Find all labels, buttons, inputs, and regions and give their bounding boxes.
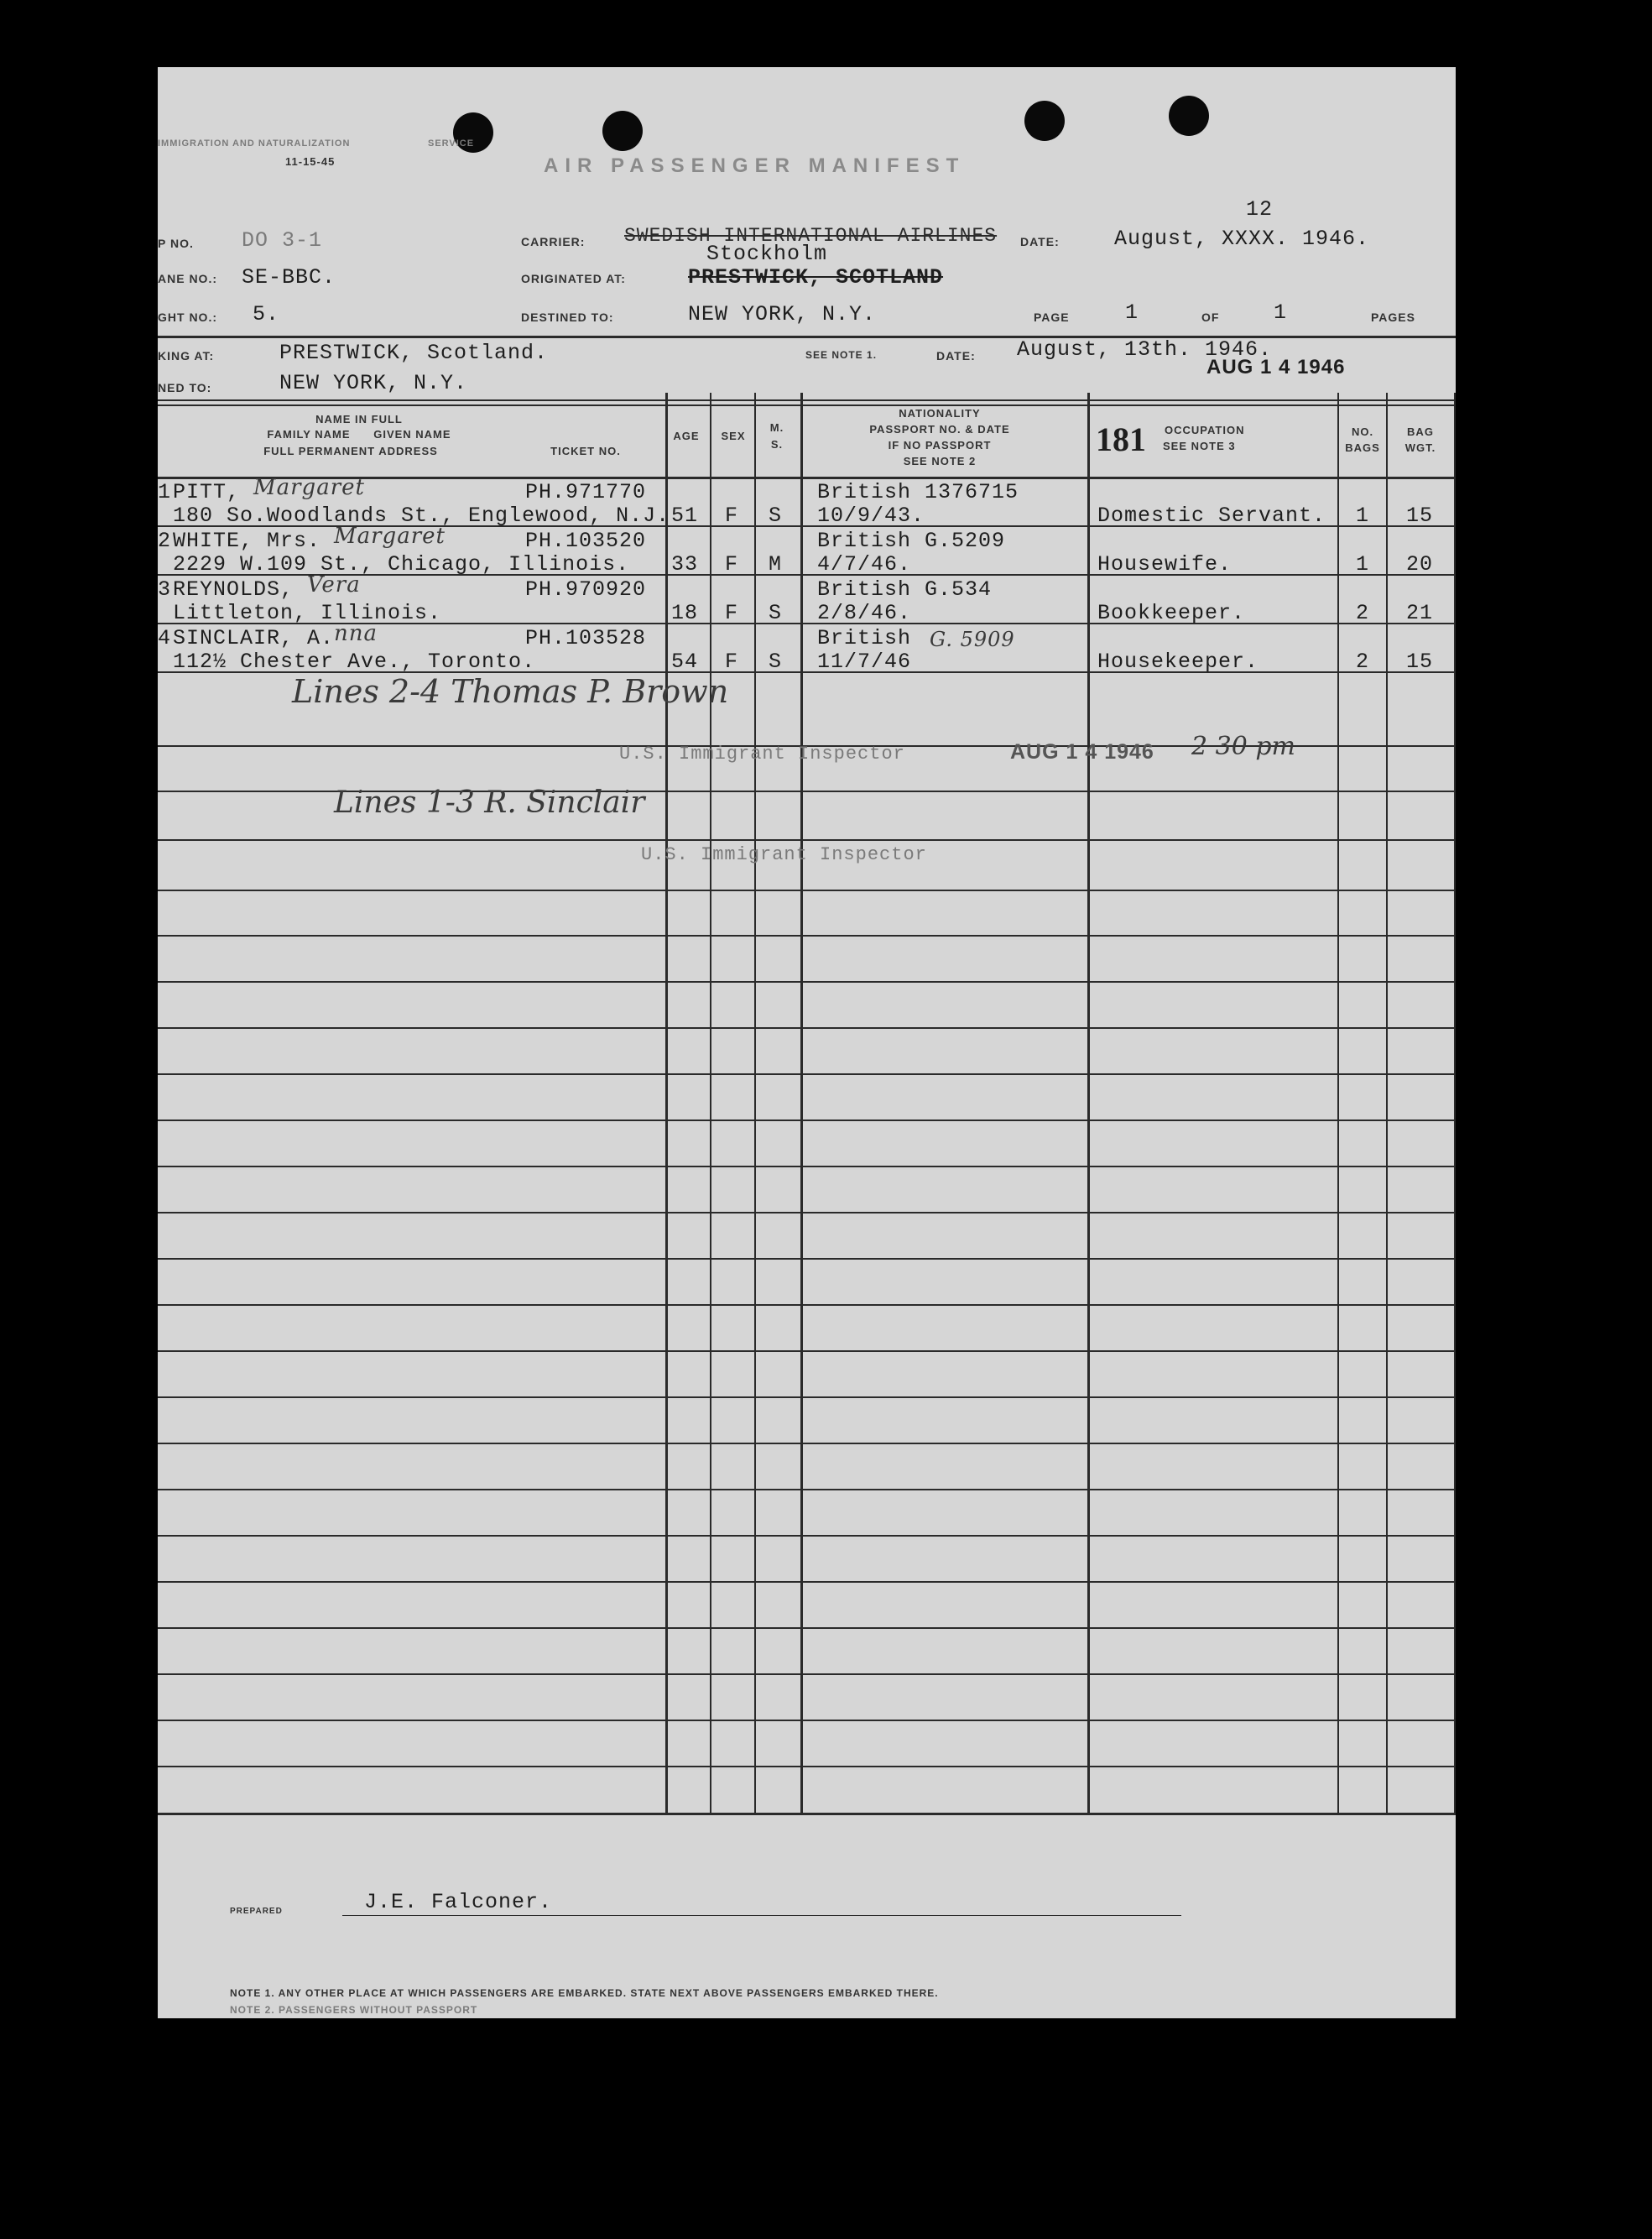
- originated-correction: Stockholm: [706, 242, 828, 266]
- form-agency-service: SERVICE: [428, 138, 475, 149]
- col-name-line2: FAMILY NAME GIVEN NAME: [267, 428, 451, 441]
- passenger-occupation: Domestic Servant.: [1097, 504, 1326, 528]
- value-of: 1: [1274, 300, 1288, 325]
- passenger-address: Littleton, Illinois.: [173, 601, 442, 625]
- passenger-name: WHITE, Mrs.: [173, 529, 321, 553]
- inspector-label-2: U.S. Immigrant Inspector: [641, 844, 927, 865]
- bag-weight: 15: [1406, 504, 1434, 528]
- label-embarking: KING AT:: [158, 349, 215, 363]
- ticket-number: PH.970920: [525, 577, 647, 602]
- given-name-handwritten: Margaret: [334, 524, 446, 549]
- passenger-marital-status: S: [769, 504, 783, 528]
- passenger-marital-status: S: [769, 601, 783, 625]
- passenger-number: 3: [158, 577, 172, 602]
- passenger-sex: F: [725, 650, 739, 674]
- passport-date: 4/7/46.: [817, 552, 912, 577]
- passenger-number: 1: [158, 480, 172, 504]
- col-wgt-2: WGT.: [1404, 441, 1436, 454]
- bag-weight: 20: [1406, 552, 1434, 577]
- value-p-no: DO 3-1: [242, 228, 323, 253]
- annotation-lines-2-4: Lines 2-4 Thomas P. Brown: [292, 673, 729, 710]
- label-prepared: PREPARED: [230, 1907, 283, 1916]
- bag-count: 1: [1356, 504, 1370, 528]
- label-flight-no: GHT NO.:: [158, 311, 217, 324]
- passenger-sex: F: [725, 552, 739, 577]
- passenger-occupation: Housewife.: [1097, 552, 1232, 577]
- col-bags-1: NO.: [1351, 425, 1374, 438]
- passenger-sex: F: [725, 601, 739, 625]
- row-rule: [158, 1304, 1456, 1306]
- row-rule: [158, 1027, 1456, 1029]
- row-rule: [158, 1535, 1456, 1537]
- label-p-no: P NO.: [158, 237, 194, 250]
- value-embarking: PRESTWICK, Scotland.: [279, 341, 549, 365]
- value-page: 1: [1125, 300, 1139, 325]
- see-note-1: SEE NOTE 1.: [805, 349, 878, 361]
- col-nat-3: IF NO PASSPORT: [888, 439, 992, 451]
- passport-date: 11/7/46: [817, 650, 912, 674]
- note-1: NOTE 1. ANY OTHER PLACE AT WHICH PASSENGERS ARE EMBARKED. STATE NEXT ABOVE PASSENGERS EMBARKED THERE.: [230, 1987, 939, 1999]
- ticket-number: PH.103520: [525, 529, 647, 553]
- col-nat-1: NATIONALITY: [899, 407, 981, 420]
- passport-date: 2/8/46.: [817, 601, 912, 625]
- row-rule: [158, 1258, 1456, 1260]
- col-name-line1: NAME IN FULL: [315, 413, 403, 425]
- punch-hole: [1169, 96, 1209, 136]
- col-nat-4: SEE NOTE 2: [903, 455, 977, 467]
- note-2: NOTE 2. PASSENGERS WITHOUT PASSPORT: [230, 2004, 478, 2016]
- value-destined: NEW YORK, N.Y.: [688, 302, 877, 326]
- form-number: 11-15-45: [285, 155, 336, 168]
- value-date: August, XXXX. 1946.: [1114, 227, 1370, 251]
- label-page: PAGE: [1034, 311, 1070, 324]
- col-ms-1: M.: [769, 421, 784, 434]
- passenger-address: 112½ Chester Ave., Toronto.: [173, 650, 536, 674]
- passenger-name: SINCLAIR, A.: [173, 626, 335, 650]
- inspection-stamp: AUG 1 4 1946: [1010, 740, 1154, 764]
- row-rule: [158, 1166, 1456, 1167]
- label-plane-no: ANE NO.:: [158, 272, 217, 285]
- prepared-by: J.E. Falconer.: [364, 1890, 553, 1914]
- passenger-number: 2: [158, 529, 172, 553]
- arrival-stamp: AUG 1 4 1946: [1206, 356, 1346, 378]
- row-rule: [158, 1627, 1456, 1629]
- punch-hole: [602, 111, 643, 151]
- label-originated: ORIGINATED AT:: [521, 272, 626, 285]
- row-rule: [158, 1212, 1456, 1213]
- passenger-marital-status: S: [769, 650, 783, 674]
- bag-count: 1: [1356, 552, 1370, 577]
- occupation-code: 181: [1096, 420, 1146, 458]
- annotation-lines-1-3: Lines 1-3 R. Sinclair: [334, 785, 645, 820]
- row-rule: [158, 1581, 1456, 1583]
- bag-weight: 21: [1406, 601, 1434, 625]
- passenger-number: 4: [158, 626, 172, 650]
- passenger-name: REYNOLDS,: [173, 577, 294, 602]
- col-name-line3: FULL PERMANENT ADDRESS: [263, 445, 438, 457]
- row-rule: [158, 935, 1456, 937]
- col-bags-2: BAGS: [1345, 441, 1380, 454]
- page-title: AIR PASSENGER MANIFEST: [544, 154, 966, 177]
- row-rule: [158, 1766, 1456, 1767]
- col-age: AGE: [673, 430, 700, 442]
- value-date-2: August, 13th. 1946.: [1017, 337, 1273, 362]
- value-originated: PRESTWICK, SCOTLAND: [688, 265, 944, 290]
- value-flight-no: 5.: [253, 302, 280, 326]
- given-name-handwritten: Vera: [307, 572, 361, 598]
- label-date-2: DATE:: [936, 349, 976, 363]
- bag-count: 2: [1356, 601, 1370, 625]
- col-sex: SEX: [721, 430, 746, 442]
- passenger-nationality: British G.534: [817, 577, 993, 602]
- label-carrier: CARRIER:: [521, 235, 586, 248]
- row-rule: [158, 1120, 1456, 1121]
- passenger-sex: F: [725, 504, 739, 528]
- inspection-time: 2 30 pm: [1191, 732, 1295, 761]
- given-name-handwritten: Margaret: [253, 475, 365, 500]
- passenger-age: 54: [671, 650, 699, 674]
- date-correction: 12: [1246, 197, 1274, 222]
- row-rule: [158, 981, 1456, 983]
- passenger-nationality: British: [817, 626, 912, 650]
- label-destined: DESTINED TO:: [521, 311, 614, 324]
- row-rule: [158, 1396, 1456, 1398]
- row-rule: [158, 839, 1456, 841]
- passenger-address: 180 So.Woodlands St., Englewood, N.J.: [173, 504, 670, 528]
- value-plane-no: SE-BBC.: [242, 265, 336, 290]
- manifest-sheet: [158, 67, 1456, 2018]
- row-rule: [158, 890, 1456, 891]
- passenger-occupation: Housekeeper.: [1097, 650, 1259, 674]
- row-rule: [158, 1350, 1456, 1352]
- col-occupation: OCCUPATION: [1165, 424, 1245, 436]
- row-rule: [158, 1720, 1456, 1721]
- value-destined-to: NEW YORK, N.Y.: [279, 371, 468, 395]
- label-destined-to: NED TO:: [158, 381, 212, 394]
- passenger-age: 51: [671, 504, 699, 528]
- passport-handwritten: G. 5909: [930, 628, 1015, 651]
- bag-count: 2: [1356, 650, 1370, 674]
- row-rule: [158, 1489, 1456, 1490]
- passenger-address: 2229 W.109 St., Chicago, Illinois.: [173, 552, 630, 577]
- inspector-label-1: U.S. Immigrant Inspector: [619, 744, 905, 765]
- row-rule: [158, 1443, 1456, 1444]
- col-nat-2: PASSPORT NO. & DATE: [869, 423, 1010, 436]
- punch-hole: [1024, 101, 1065, 141]
- given-name-handwritten: nna: [334, 621, 378, 646]
- ticket-number: PH.103528: [525, 626, 647, 650]
- label-pages: PAGES: [1371, 311, 1415, 324]
- col-ms-2: S.: [770, 438, 784, 451]
- passenger-age: 33: [671, 552, 699, 577]
- col-wgt-1: BAG: [1407, 425, 1434, 438]
- passenger-nationality: British 1376715: [817, 480, 1019, 504]
- passenger-age: 18: [671, 601, 699, 625]
- row-rule: [158, 1673, 1456, 1675]
- col-ticket: TICKET NO.: [550, 445, 621, 457]
- passenger-occupation: Bookkeeper.: [1097, 601, 1246, 625]
- passenger-name: PITT,: [173, 480, 241, 504]
- passenger-marital-status: M: [769, 552, 783, 577]
- label-of: OF: [1201, 311, 1220, 324]
- value-carrier: SWEDISH INTERNATIONAL AIRLINES: [624, 225, 998, 247]
- row-rule: [158, 1073, 1456, 1075]
- passenger-nationality: British G.5209: [817, 529, 1006, 553]
- col-occupation-note: SEE NOTE 3: [1163, 440, 1236, 452]
- form-agency: IMMIGRATION AND NATURALIZATION: [158, 138, 351, 149]
- ticket-number: PH.971770: [525, 480, 647, 504]
- label-date: DATE:: [1020, 235, 1060, 248]
- passport-date: 10/9/43.: [817, 504, 925, 528]
- bag-weight: 15: [1406, 650, 1434, 674]
